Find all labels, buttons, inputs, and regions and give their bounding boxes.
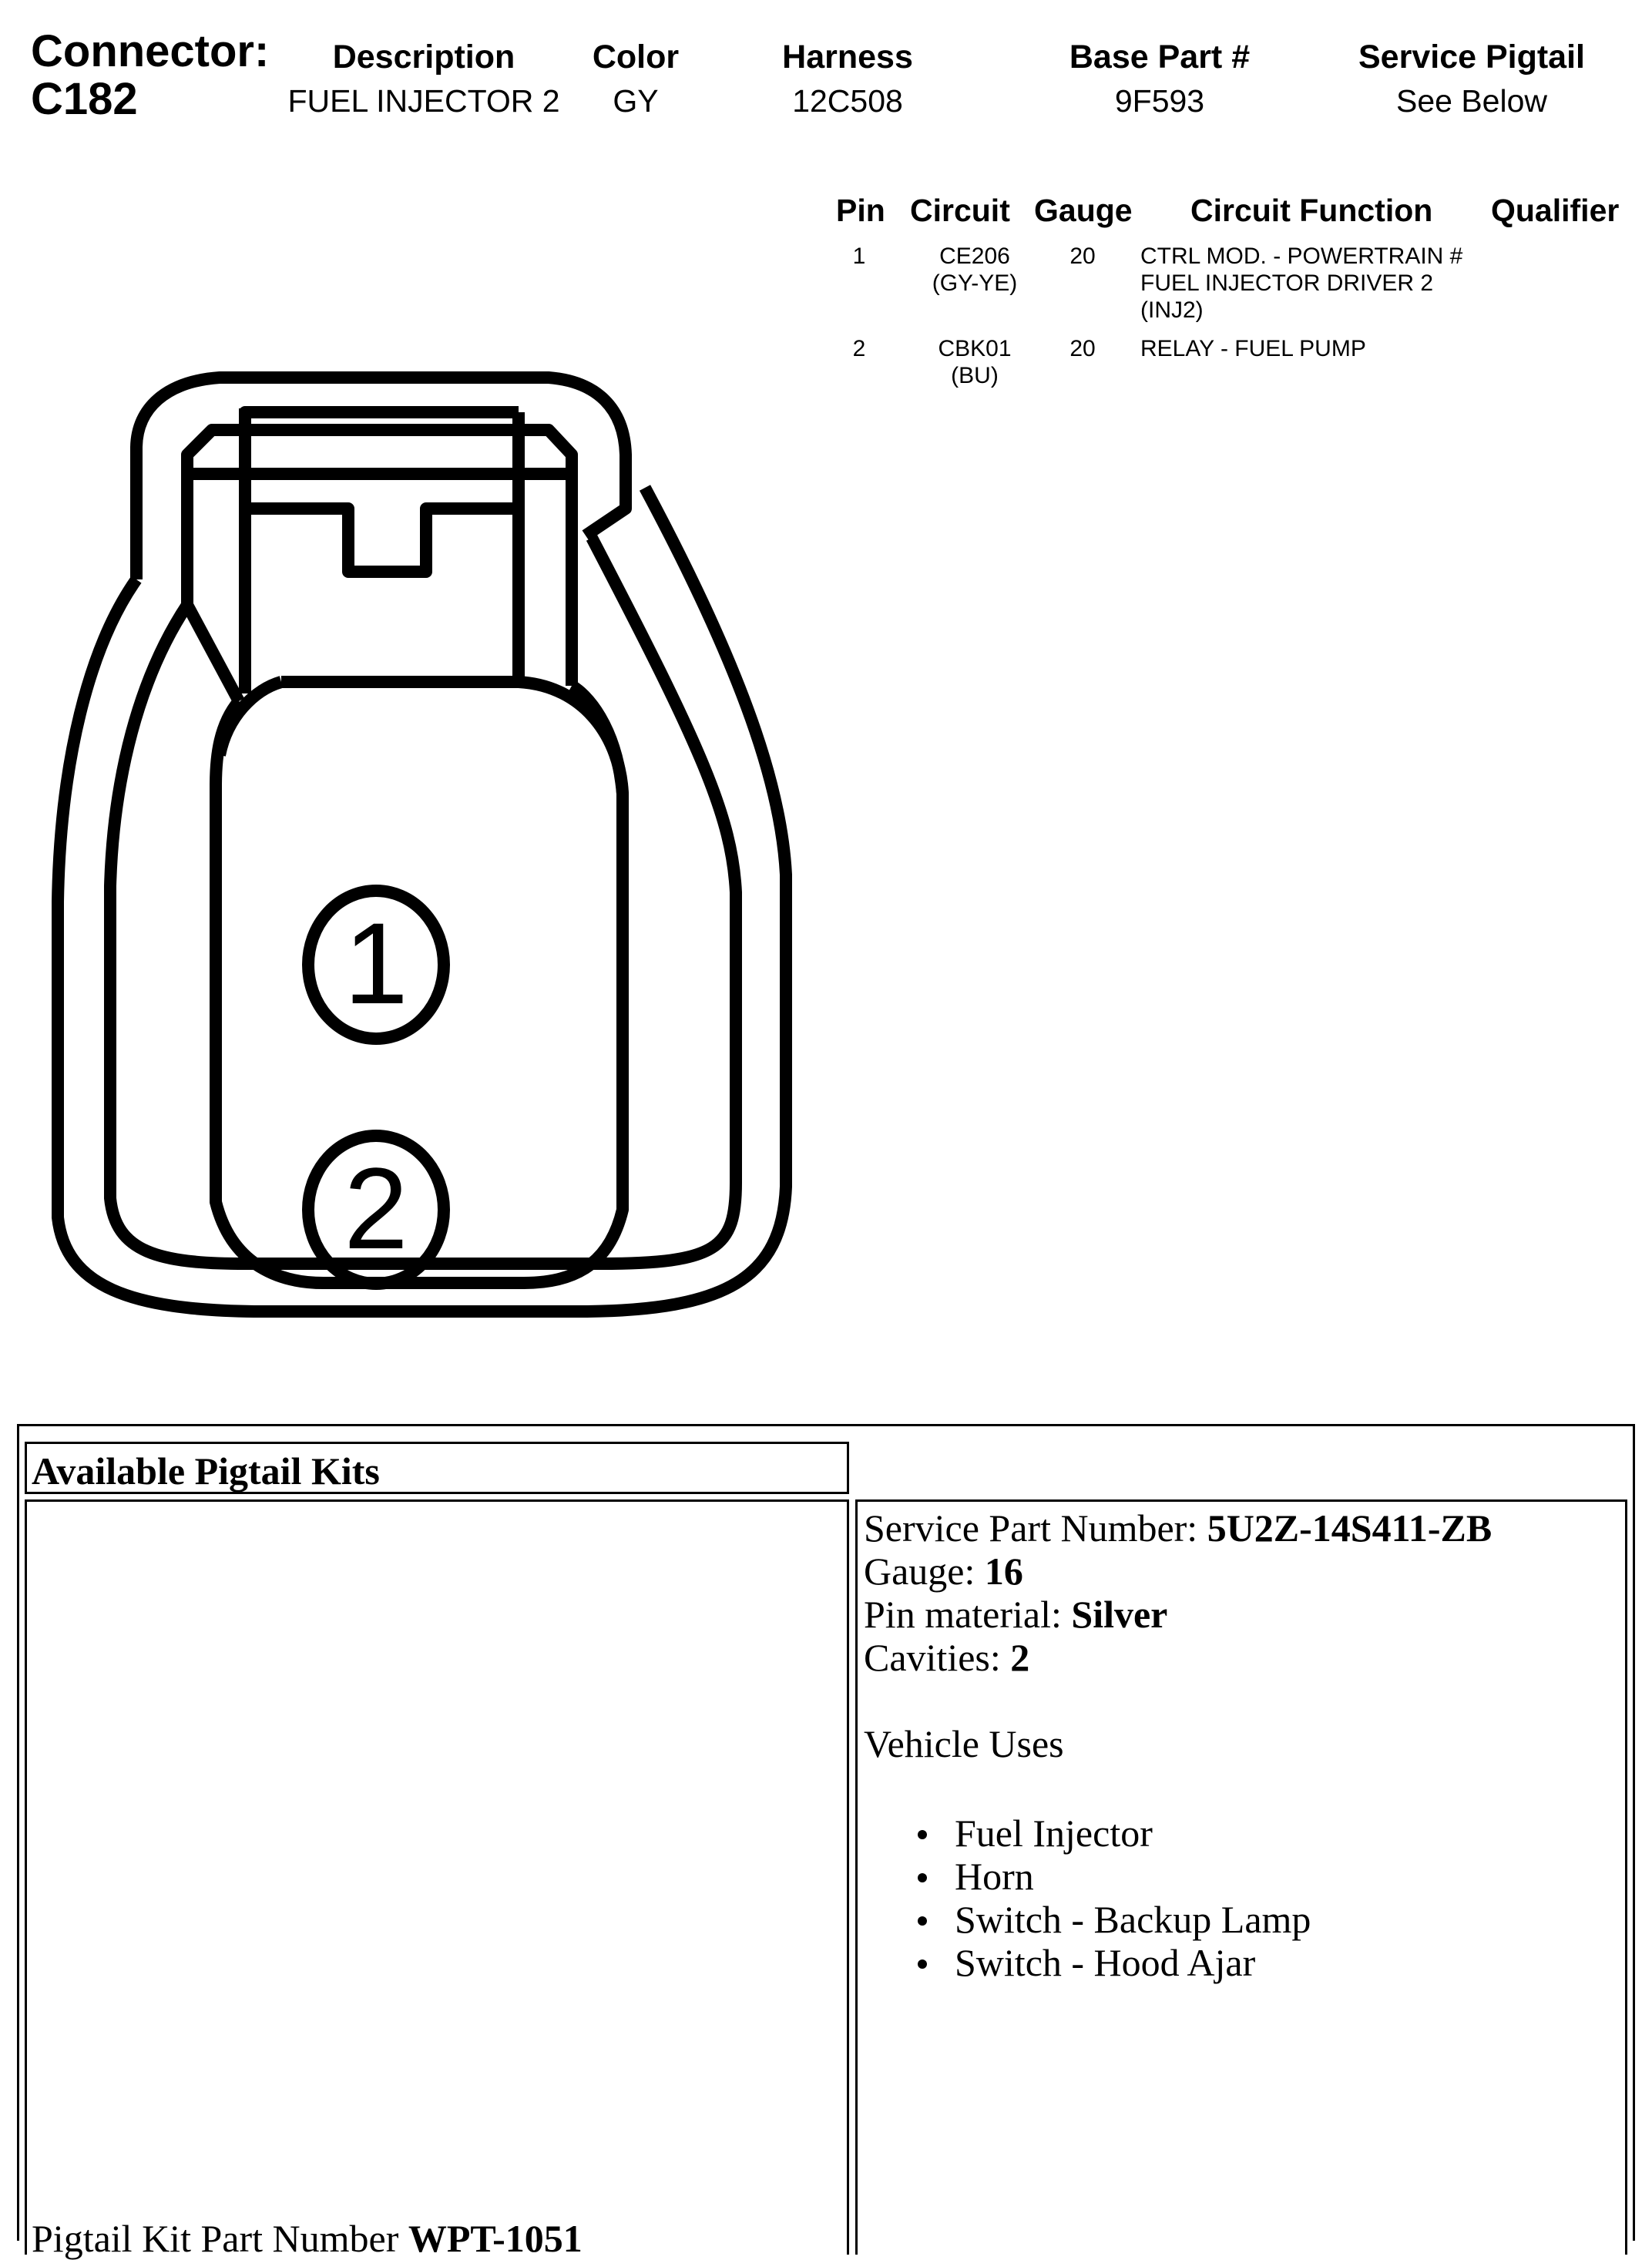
harness-value: 12C508 xyxy=(792,83,903,119)
pigtail-image-box xyxy=(25,1499,849,2260)
circuit-id: CE206 xyxy=(939,243,1010,269)
connector-label: Connector: xyxy=(31,26,270,76)
circuit-function-line: FUEL INJECTOR DRIVER 2 xyxy=(1140,270,1434,296)
circuit-function-line: RELAY - FUEL PUMP xyxy=(1140,336,1366,361)
vehicle-uses-label: Vehicle Uses xyxy=(864,1722,1064,1765)
circuit-function-line: (INJ2) xyxy=(1140,297,1204,323)
circuit-color: (BU) xyxy=(951,363,999,388)
cavity-1-label: 1 xyxy=(344,898,408,1028)
gauge-column-header: Gauge xyxy=(1034,193,1133,228)
cavities-spec xyxy=(864,1636,1492,1679)
pigtail-title: Available Pigtail Kits xyxy=(32,1449,380,1493)
pin-material-spec xyxy=(864,1593,1492,1636)
gauge: 20 xyxy=(1069,336,1096,361)
pin-number: 2 xyxy=(852,336,866,361)
color-value: GY xyxy=(613,83,659,119)
pigtail-spec-box xyxy=(855,1499,1627,2255)
gauge-spec xyxy=(864,1550,1492,1593)
cavity-2-label: 2 xyxy=(344,1143,408,1273)
description-value: FUEL INJECTOR 2 xyxy=(287,83,560,119)
spec-value: 2 xyxy=(1010,1636,1030,1679)
kit-part-number xyxy=(32,2217,583,2260)
circuit-id: CBK01 xyxy=(938,336,1012,361)
color-header: Color xyxy=(592,39,680,76)
circuit-color: (GY-YE) xyxy=(932,270,1018,296)
circuit-column-header: Circuit xyxy=(910,193,1010,228)
pin-number: 1 xyxy=(852,243,866,269)
spec-list xyxy=(864,1506,1492,1984)
spec-label: Cavities: xyxy=(864,1636,1011,1679)
description-header: Description xyxy=(332,39,515,76)
connector-outline-svg xyxy=(0,185,817,1325)
list-item: Fuel Injector xyxy=(908,1812,1492,1855)
vehicle-uses-list xyxy=(908,1812,1492,1984)
spec-value: 16 xyxy=(984,1550,1023,1593)
base-part-value: 9F593 xyxy=(1114,83,1205,119)
service-pigtail-header: Service Pigtail xyxy=(1358,39,1585,76)
service-pigtail-value: See Below xyxy=(1395,83,1547,119)
pigtail-title-box xyxy=(25,1442,849,1494)
list-item: Horn xyxy=(908,1855,1492,1898)
spec-value: Silver xyxy=(1071,1593,1168,1636)
connector-face-diagram xyxy=(0,185,817,1325)
pin-column-header: Pin xyxy=(836,193,885,228)
connector-id: C182 xyxy=(31,74,138,124)
kit-part-value: WPT-1051 xyxy=(408,2217,583,2260)
circuit-function-line: CTRL MOD. - POWERTRAIN # xyxy=(1140,243,1463,269)
circuit-function-column-header: Circuit Function xyxy=(1190,193,1433,228)
list-item: Switch - Hood Ajar xyxy=(908,1941,1492,1984)
base-part-header: Base Part # xyxy=(1069,39,1251,76)
spec-label: Gauge: xyxy=(864,1550,985,1593)
harness-header: Harness xyxy=(782,39,913,76)
gauge: 20 xyxy=(1069,243,1096,269)
service-part-number xyxy=(864,1506,1492,1550)
spec-label: Pin material: xyxy=(864,1593,1072,1636)
list-item: Switch - Backup Lamp xyxy=(908,1898,1492,1941)
pigtail-kit-frame xyxy=(17,1424,1635,2260)
qualifier-column-header: Qualifier xyxy=(1491,193,1620,228)
kit-part-label: Pigtail Kit Part Number xyxy=(32,2217,399,2260)
spec-value: 5U2Z-14S411-ZB xyxy=(1207,1506,1493,1550)
spec-label: Service Part Number: xyxy=(864,1506,1207,1550)
